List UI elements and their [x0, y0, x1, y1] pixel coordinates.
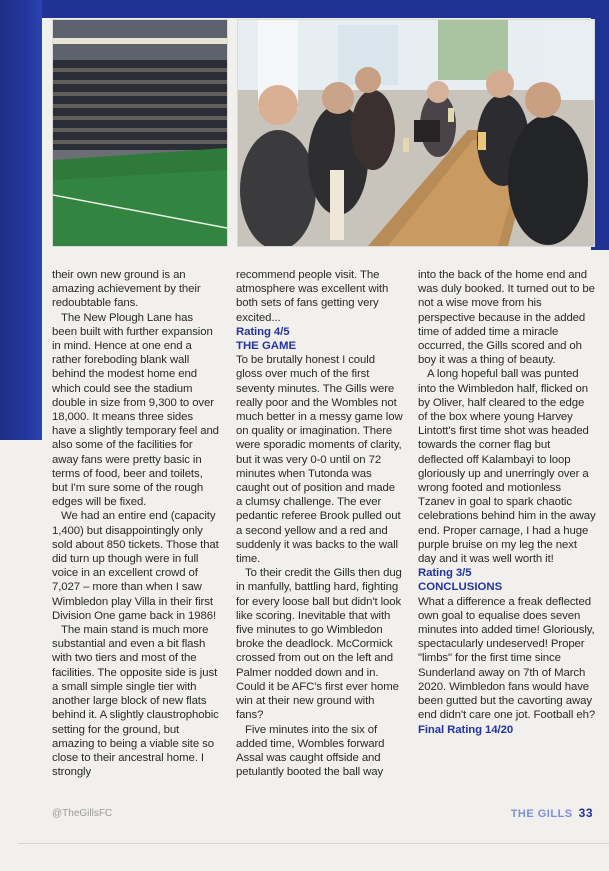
- paragraph: To be brutally honest I could gloss over much of the first seventy minutes. The Gills were really poor and the Wombles not much better in a messy game low on quality or imagination. There were sporadic moments of clarity, but it was very 0-0 until on 72 minutes when Tutonda was caught out of position and made a clumsy challenge. The ever pedantic referee Brook pulled out a second yellow and a red and suddenly it was backs to the wall time.: [236, 354, 403, 566]
- paragraph: The main stand is much more substantial and even a bit flash with two tiers and most of the facilities. The opposite side is just a small simple single tier with another large block of new flats behind it. A slightly claustrophobic setting for the ground, but amazing to being a viable site so close to their ancestral home. I strongly: [52, 624, 219, 779]
- game-rating: Rating 3/5: [418, 567, 472, 580]
- paragraph: Five minutes into the six of added time, Wombles forward Assal was caught offside and petulantly booted the ball way: [236, 723, 385, 779]
- twitter-handle: @TheGillsFC: [52, 808, 113, 819]
- final-rating: Final Rating 14/20: [418, 723, 514, 736]
- article-column-1: [52, 268, 220, 779]
- paragraph: To their credit the Gills then dug in manfully, battling hard, fighting for every loose ball but didn't look like scoring. Inevitable that with five minutes to go Wimbledon broke the deadlock. McCormick crossed from out on the left and Palmer nodded down and in. Could it be AFC's first ever home win at their new ground with fans?: [236, 567, 402, 722]
- footer-divider: [18, 843, 609, 844]
- article-column-2: [236, 268, 404, 779]
- section-heading-conclusions: CONCLUSIONS: [418, 581, 503, 594]
- paragraph: The New Plough Lane has been built with further expansion in mind. Hence at one end a rather foreboding blank wall behind the modest home end which could see the stadium double in size from 9,300 to over 18,000. It means three sides have a slightly temporary feel and also some of the facilities for away fans were pretty basic in terms of food, beer and toilets, but I'm sure some of the rough edges will be fixed.: [52, 311, 219, 509]
- page-footer: [511, 806, 593, 820]
- pub-image: [238, 20, 594, 246]
- paragraph: into the back of the home end and was duly booked. It turned out to be not a wise move from his perspective because in the added time of added time a miracle occurred, the Gills scored and oh boy it was a thing of beauty.: [418, 269, 595, 367]
- paragraph: recommend people visit. The atmosphere was excellent with both sets of fans getting very excited...: [236, 269, 389, 324]
- page-number: 33: [578, 806, 593, 820]
- article-column-3: [418, 268, 596, 737]
- left-blue-band: [0, 0, 42, 440]
- paragraph: their own new ground is an amazing achievement by their redoubtable fans.: [52, 269, 201, 310]
- top-blue-band: [0, 0, 609, 18]
- magazine-name: THE GILLS: [510, 808, 573, 820]
- stadium-photo: [52, 19, 228, 247]
- paragraph: A long hopeful ball was punted into the Wimbledon half, flicked on by Oliver, half cleared to the edge of the box where young Harvey Lintott's first time shot was headed towards the corner flag but deflected off Kalambayi to loop gloriously up and unerringly over a wrong footed and motionless Tzanev in goal to spark chaotic celebrations behind him in the away end. Proper carnage, I had a huge purple bruise on my leg the next day and it was well worth it!: [418, 368, 596, 566]
- venue-rating: Rating 4/5: [236, 325, 290, 338]
- paragraph: We had an entire end (capacity 1,400) but disappointingly only sold about 850 tickets. Those that did turn up though were in full voice in an excellent crowd of 7,027 – more than when I saw Wimbledon play Villa in their first Division One game back in 1986!: [52, 510, 219, 622]
- section-heading-the-game: THE GAME: [236, 340, 297, 353]
- stadium-image: [53, 20, 227, 246]
- fans-pub-photo: [237, 19, 595, 247]
- paragraph: What a difference a freak deflected own goal to equalise does seven minutes into added time! Gloriously, spectacularly undeserved! Proper "limbs" for the first time since Sunderland away on 7th of March 2020. Wimbledon fans would have been gutted but the cavorting away end didn't care one jot. Football eh?: [418, 595, 596, 722]
